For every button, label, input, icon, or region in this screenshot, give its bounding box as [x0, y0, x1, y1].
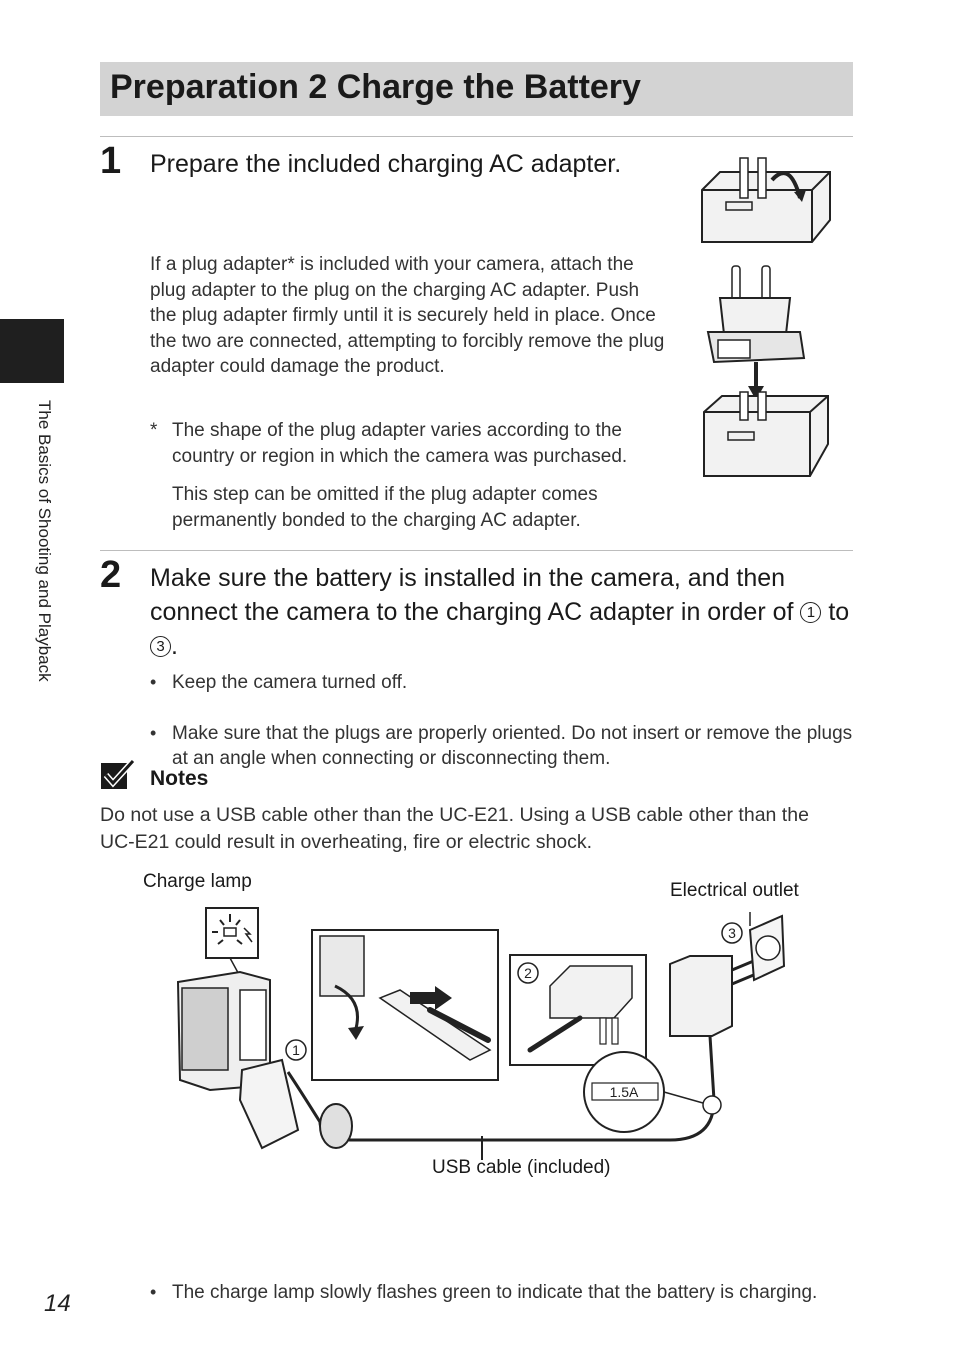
- callout-1: 1: [292, 1042, 300, 1058]
- step-2-heading: [150, 561, 855, 663]
- step-2-bullet: • Make sure that the plugs are properly oriented. Do not insert or remove the plugs at an angle when connecting or disconnecting them.: [150, 721, 872, 772]
- step-1-paragraph: If a plug adapter* is included with your camera, attach the plug adapter to the plug on the charging AC adapter. Push the plug adapter firmly until it is securely held in place. Once the two are connected, attempting to forcibly remove the plug adapter could damage the product.: [150, 254, 665, 377]
- divider: [100, 136, 853, 137]
- section-tab-marker: [0, 319, 64, 383]
- divider: [100, 550, 853, 551]
- step-2-bullet: • Keep the camera turned off.: [150, 670, 872, 696]
- step-2-end-punct: .: [171, 632, 178, 660]
- page-title: Preparation 2 Charge the Battery: [110, 68, 641, 106]
- footnote-extra: This step can be omitted if the plug adapter comes permanently bonded to the charging AC adapter.: [172, 484, 598, 531]
- plug-adapter-illustration: [700, 262, 836, 482]
- step-2-heading-text: Make sure the battery is installed in the camera, and then connect the camera to the charging AC adapter in order of: [150, 564, 794, 626]
- step-2-to-word: to: [828, 598, 850, 626]
- notes-check-icon: [100, 760, 136, 792]
- step-1-heading: Prepare the included charging AC adapter.: [150, 150, 622, 178]
- connection-diagram: [170, 900, 810, 1160]
- ac-adapter-illustration: [690, 150, 840, 250]
- section-tab-label: The Basics of Shooting and Playback: [35, 400, 54, 682]
- callout-2: 2: [524, 965, 532, 981]
- electrical-outlet-label: Electrical outlet: [670, 880, 799, 901]
- step-1-number: 1: [100, 140, 122, 182]
- notes-text: Do not use a USB cable other than the UC-E21. Using a USB cable other than the UC-E21 could result in overheating, fire or electric shock.: [100, 804, 809, 853]
- charge-lamp-label: Charge lamp: [143, 871, 252, 892]
- usb-cable-label: USB cable (included): [432, 1157, 611, 1178]
- charging-status-bullet: • The charge lamp slowly flashes green to indicate that the battery is charging.: [150, 1280, 877, 1306]
- page-number: 14: [44, 1290, 71, 1317]
- callout-3-mark: 3: [150, 636, 171, 657]
- page-title-bar: [100, 62, 853, 116]
- footnote-mark: *: [150, 420, 158, 441]
- callout-1-mark: 1: [800, 602, 821, 623]
- notes-heading: Notes: [150, 767, 209, 790]
- callout-3: 3: [728, 925, 736, 941]
- rating-label: 1.5A: [609, 1084, 639, 1100]
- step-2-number: 2: [100, 554, 122, 596]
- footnote-text: The shape of the plug adapter varies according to the country or region in which the camera was purchased.: [172, 420, 628, 467]
